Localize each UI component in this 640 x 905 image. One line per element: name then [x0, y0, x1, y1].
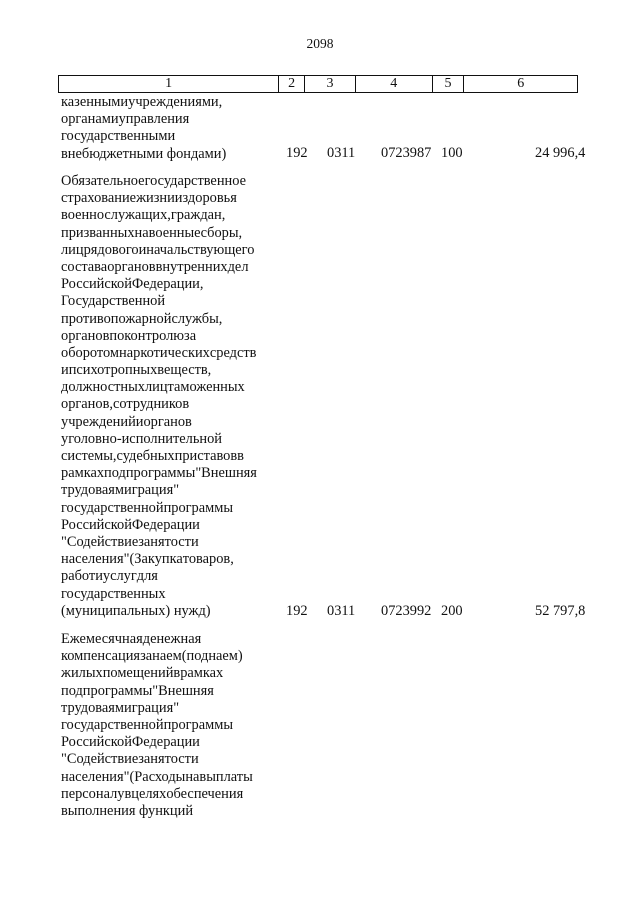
page-number: 2098 [306, 36, 334, 51]
header-col-5: 5 [433, 76, 465, 92]
header-col-2: 2 [279, 76, 305, 92]
description-line: противопожарнойслужбы, [61, 310, 223, 327]
description-line: Государственной [61, 293, 166, 310]
cell-amount: 24 996,4 [535, 145, 586, 161]
cell-vr: 200 [441, 603, 463, 619]
description-line: Обязательноегосударственное [61, 173, 246, 189]
cell-gr: 192 [286, 145, 308, 161]
description-line: персоналувцеляхобеспечения [61, 785, 244, 802]
description-line: подпрограммы"Внешняя [61, 682, 214, 699]
description-line: трудоваямиграция" [61, 699, 180, 716]
description-line: оборотомнаркотическихсредств [61, 344, 257, 361]
cell-amount: 52 797,8 [535, 603, 586, 619]
header-col-6: 6 [517, 76, 525, 91]
description-line: РоссийскойФедерации [61, 516, 200, 533]
description-line: учрежденийиорганов [61, 413, 192, 430]
description-line: (муниципальных) нужд) [61, 602, 211, 619]
row-description [61, 173, 277, 620]
table-row [61, 94, 277, 163]
cell-csr: 0723987 [381, 145, 432, 161]
description-line: работиуслугдля [61, 568, 158, 585]
header-col-1: 1 [59, 76, 279, 92]
description-line: уголовно-исполнительной [61, 430, 223, 447]
description-line: ипсихотропныхвеществ, [61, 362, 212, 379]
description-line: внебюджетными фондами) [61, 145, 227, 162]
description-line: должностныхлицтаможенных [61, 379, 245, 396]
description-line: органов,сотрудников [61, 396, 190, 413]
description-line: системы,судебныхприставовв [61, 448, 244, 464]
header-col-3: 3 [305, 76, 356, 92]
description-line: населения"(Расходынавыплаты [61, 768, 253, 785]
cell-rz: 0311 [327, 145, 356, 161]
table-row [61, 173, 277, 620]
row-description [61, 94, 277, 163]
description-line: военнослужащих,граждан, [61, 207, 226, 224]
description-line: страхованиежизнииздоровья [61, 190, 237, 207]
description-line: государственнойпрограммы [61, 716, 234, 733]
table-row [61, 631, 277, 820]
description-line: жилыхпомещенийврамках [61, 665, 224, 682]
description-line: государственнойпрограммы [61, 499, 234, 516]
header-col-4: 4 [356, 76, 433, 92]
description-line: рамкахподпрограммы"Внешняя [61, 465, 257, 482]
description-line: выполнения функций [61, 802, 194, 819]
description-line: трудоваямиграция" [61, 482, 180, 499]
description-line: составаоргановвнутреннихдел [61, 258, 249, 275]
description-line: казеннымиучреждениями, [61, 94, 223, 110]
description-line: РоссийскойФедерации, [61, 276, 204, 293]
table-header [58, 75, 578, 93]
description-line: лицрядовогоиначальствующего [61, 241, 255, 258]
description-line: "Содействиезанятости [61, 533, 199, 550]
description-line: призванныхнавоенныесборы, [61, 224, 243, 241]
description-line: Ежемесячнаяденежная [61, 631, 202, 647]
cell-gr: 192 [286, 603, 308, 619]
cell-csr: 0723992 [381, 603, 432, 619]
cell-vr: 100 [441, 145, 463, 161]
description-line: государственными [61, 128, 176, 145]
description-line: государственных [61, 585, 166, 602]
row-description [61, 631, 277, 820]
description-line: органовпоконтролюза [61, 327, 197, 344]
description-line: компенсациязанаем(поднаем) [61, 648, 243, 665]
description-line: "Содействиезанятости [61, 751, 199, 768]
description-line: органамиуправления [61, 111, 190, 128]
description-line: населения"(Закупкатоваров, [61, 551, 234, 568]
cell-rz: 0311 [327, 603, 356, 619]
description-line: РоссийскойФедерации [61, 734, 200, 751]
